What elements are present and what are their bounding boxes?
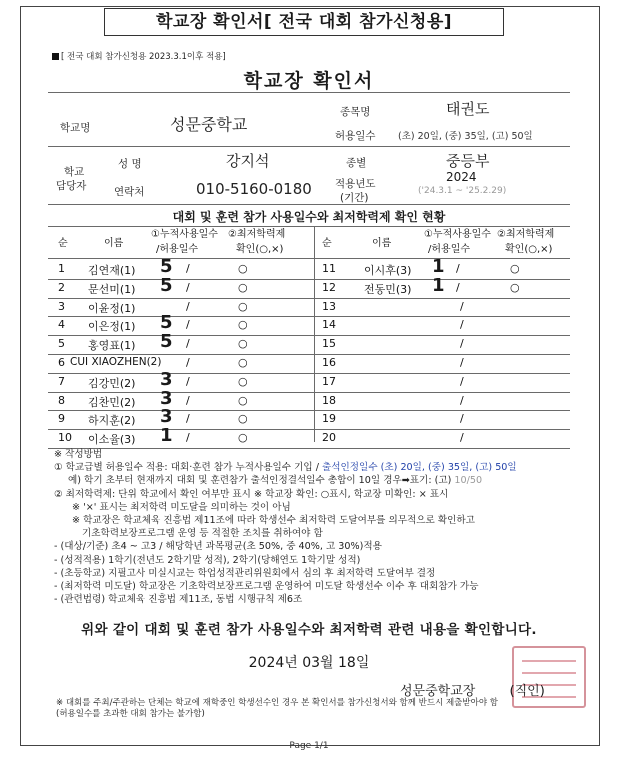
note-10: - (관련법령) 학교체육 진흥법 제11조, 동법 시행규칙 제6조 — [54, 594, 303, 606]
event-value: 태권도 — [446, 100, 490, 118]
row-slash: / — [186, 318, 190, 332]
row-slash: / — [186, 374, 190, 388]
row-check: ○ — [238, 431, 248, 445]
info-bottom-line — [48, 204, 570, 205]
table-row-line — [48, 298, 570, 299]
row-slash: / — [186, 412, 190, 426]
row-slash: / — [460, 393, 464, 407]
row-slash: / — [186, 299, 190, 313]
notes-section — [54, 448, 594, 606]
event-label: 종목명 — [340, 106, 371, 118]
row-no: 11 — [322, 262, 336, 275]
contact-label: 연락처 — [114, 186, 145, 198]
info-mid-line — [48, 146, 570, 147]
row-check: ○ — [238, 393, 248, 407]
note-1a: ① 학교급별 허용일수 적용: 대회·훈련 참가 누적사용일수 기입 / — [54, 462, 322, 474]
row-days-handwritten: 3 — [160, 406, 173, 428]
note-1c: 예) 학기 초부터 현재까지 대회 및 훈련참가 출석인정결석일수 총합이 10일 경우➡표기: (고) — [68, 475, 452, 487]
row-slash: / — [460, 374, 464, 388]
col-min-right-1: ②최저학력제 — [497, 229, 555, 240]
note-7: - (성적적용) 1학기(전년도 2학기말 성적), 2학기(당해연도 1학기말 성적) — [54, 554, 361, 566]
note-1-example — [54, 474, 594, 487]
row-days-handwritten: 5 — [160, 312, 173, 334]
row-name: 홍영표(1) — [88, 339, 136, 353]
col-name-left: 이름 — [104, 238, 124, 249]
table-row-line — [48, 316, 570, 317]
year-label-2: (기간) — [340, 192, 369, 204]
contact-value: 010-5160-0180 — [196, 180, 312, 198]
row-slash: / — [186, 280, 190, 294]
row-slash: / — [456, 262, 460, 275]
table-top-line — [48, 226, 570, 227]
table-row-line — [48, 354, 570, 355]
notes-heading: ※ 작성방법 — [54, 449, 103, 460]
form-note-text: [ 전국 대회 참가신청용 2023.3.1이후 적용] — [61, 52, 226, 62]
row-no: 3 — [58, 299, 65, 313]
row-name: 이윤정(1) — [88, 301, 136, 315]
row-no: 8 — [58, 393, 65, 407]
table-header-line — [48, 258, 570, 259]
footnote — [56, 698, 586, 720]
row-name: 김찬민(2) — [88, 395, 136, 409]
note-6: - (대상/기준) 초4 ~ 고3 / 해당학년 과목평균(초 50%, 중 40%, 고 30%)적용 — [54, 541, 382, 553]
row-check: ○ — [238, 318, 248, 332]
row-slash: / — [186, 262, 190, 275]
note-1 — [54, 461, 594, 474]
row-slash: / — [186, 337, 190, 351]
principal-name: 성문중학교장 — [400, 684, 476, 699]
level-value: 중등부 — [446, 152, 490, 170]
date-text: 2024년 03월 18일 — [248, 655, 370, 671]
row-slash: / — [460, 318, 464, 332]
info-top-line — [48, 92, 570, 93]
row-no: 17 — [322, 374, 336, 388]
row-no: 4 — [58, 318, 65, 332]
row-no: 1 — [58, 262, 65, 275]
col-no-right: 순 — [322, 238, 332, 249]
row-name: 문선미(1) — [88, 282, 136, 296]
row-no: 19 — [322, 412, 336, 426]
footnote-1: ※ 대회를 주최/주관하는 단체는 학교에 재학중인 학생선수인 경우 본 확인서를 참가신청서와 함께 반드시 제출받아야 함 — [56, 698, 498, 708]
row-check: ○ — [238, 337, 248, 351]
table-title: 대회 및 훈련 참가 사용일수와 최저학력제 확인 현황 — [172, 210, 446, 224]
year-label-1: 적용년도 — [335, 178, 376, 190]
table-row-line — [48, 279, 570, 280]
note-3: ※ '×' 표시는 최저학력 미도달을 의미하는 것이 아님 — [72, 501, 291, 513]
level-label: 종별 — [346, 157, 367, 169]
row-name: 김강민(2) — [88, 376, 136, 390]
row-days-handwritten: 3 — [160, 387, 173, 409]
note-1d: 10/50 — [454, 475, 483, 487]
allowed-label: 허용일수 — [335, 130, 376, 142]
row-no: 18 — [322, 393, 336, 407]
note-8: - (초등학교) 지필고사 미실시교는 학업성적관리위원회에서 심의 후 최저학력 도달여부 결정 — [54, 567, 436, 579]
footnote-2: (허용일수를 초과한 대회 참가는 불가함) — [56, 709, 205, 719]
year-range: ('24.3.1 ~ '25.2.29) — [418, 186, 507, 196]
row-slash: / — [460, 356, 464, 369]
col-days-left-1: ①누적사용일수 — [151, 229, 218, 240]
principal-signature — [400, 680, 545, 699]
table-row-line — [48, 392, 570, 393]
row-no: 12 — [322, 280, 336, 294]
row-days-handwritten: 5 — [160, 331, 173, 353]
row-slash: / — [186, 431, 190, 445]
manager-label-2: 담당자 — [56, 180, 87, 192]
row-days-handwritten: 3 — [160, 368, 173, 390]
col-days-right-2: /허용일수 — [428, 244, 471, 255]
row-no: 20 — [322, 431, 336, 445]
year-value: 2024 — [446, 170, 477, 184]
row-no: 5 — [58, 337, 65, 351]
col-min-right-2: 확인(○,×) — [505, 244, 553, 255]
row-check: ○ — [238, 280, 248, 294]
header-title: 학교장 확인서[ 전국 대회 참가신청용] — [104, 8, 504, 36]
form-note — [52, 50, 226, 62]
table-row-line — [48, 335, 570, 336]
row-no: 6 — [58, 356, 65, 369]
note-1b: 출석인정일수 (초) 20일, (중) 35일, (고) 50일 — [321, 462, 517, 474]
col-no-left: 순 — [58, 238, 68, 249]
row-no: 13 — [322, 299, 336, 313]
row-check: ○ — [238, 356, 248, 369]
manager-label-1: 학교 — [64, 166, 85, 178]
row-name: 김연재(1) — [88, 264, 136, 277]
row-no: 14 — [322, 318, 336, 332]
note-4: ※ 학교장은 학교체육 진흥법 제11조에 따라 학생선수 최저학력 도달여부를 의무적으로 확인하고 — [72, 515, 475, 527]
table-row-line — [48, 373, 570, 374]
note-5: 기초학력보장프로그램 운영 등 적절한 조치를 취하여야 함 — [82, 528, 323, 540]
school-name: 성문중학교 — [170, 115, 248, 134]
row-days-handwritten: 1 — [160, 425, 173, 447]
row-slash: / — [460, 299, 464, 313]
page-number: Page 1/1 — [289, 741, 329, 751]
name-value: 강지석 — [226, 152, 270, 170]
note-2: ② 최저학력제: 단위 학교에서 확인 여부만 표시 ※ 학교장 확인: ○표시, 학교장 미확인: × 표시 — [54, 488, 449, 500]
row-name: 이은정(1) — [88, 320, 136, 334]
row-no: 10 — [58, 431, 72, 445]
allowed-value: (초) 20일, (중) 35일, (고) 50일 — [398, 131, 533, 142]
row-days-handwritten: 1 — [432, 256, 445, 277]
row-slash: / — [460, 337, 464, 351]
row-check: ○ — [238, 299, 248, 313]
table-row-line — [48, 410, 570, 411]
row-days-handwritten: 1 — [432, 274, 445, 296]
square-bullet-icon — [52, 53, 59, 60]
row-no: 7 — [58, 374, 65, 388]
row-name: CUI XIAOZHEN(2) — [70, 356, 162, 368]
row-days-handwritten: 5 — [160, 256, 173, 277]
confirm-text: 위와 같이 대회 및 훈련 참가 사용일수와 최저학력 관련 내용을 확인합니다. — [81, 622, 537, 638]
note-9: - (최저학력 미도달) 학교장은 기초학력보장프로그램 운영하여 미도달 학생선수 이수 후 대회참가 가능 — [54, 581, 479, 593]
row-days-handwritten: 5 — [160, 274, 173, 296]
row-no: 9 — [58, 412, 65, 426]
row-name: 하지훈(2) — [88, 414, 136, 428]
row-name: 이소율(3) — [88, 433, 136, 447]
row-check: ○ — [238, 412, 248, 426]
row-slash: / — [460, 431, 464, 445]
table-center-divider — [314, 226, 315, 442]
col-name-right: 이름 — [372, 238, 392, 249]
seal-label: (직인) — [509, 684, 545, 699]
name-label: 성 명 — [118, 158, 142, 170]
row-check: ○ — [510, 280, 520, 294]
col-min-left-1: ②최저학력제 — [228, 229, 286, 240]
row-no: 2 — [58, 280, 65, 294]
row-check: ○ — [510, 262, 520, 275]
col-days-left-2: /허용일수 — [156, 244, 199, 255]
row-no: 16 — [322, 356, 336, 369]
row-slash: / — [460, 412, 464, 426]
row-slash: / — [186, 393, 190, 407]
school-label: 학교명 — [60, 122, 91, 134]
row-check: ○ — [238, 262, 248, 275]
table-row-line — [48, 429, 570, 430]
document-title: 학교장 확인서 — [243, 70, 375, 92]
row-name: 전동민(3) — [364, 282, 412, 296]
col-days-right-1: ①누적사용일수 — [424, 229, 491, 240]
row-slash: / — [456, 280, 460, 294]
row-no: 15 — [322, 337, 336, 351]
row-name: 이시후(3) — [364, 264, 412, 277]
row-check: ○ — [238, 374, 248, 388]
row-slash: / — [186, 356, 190, 369]
col-min-left-2: 확인(○,×) — [236, 244, 284, 255]
